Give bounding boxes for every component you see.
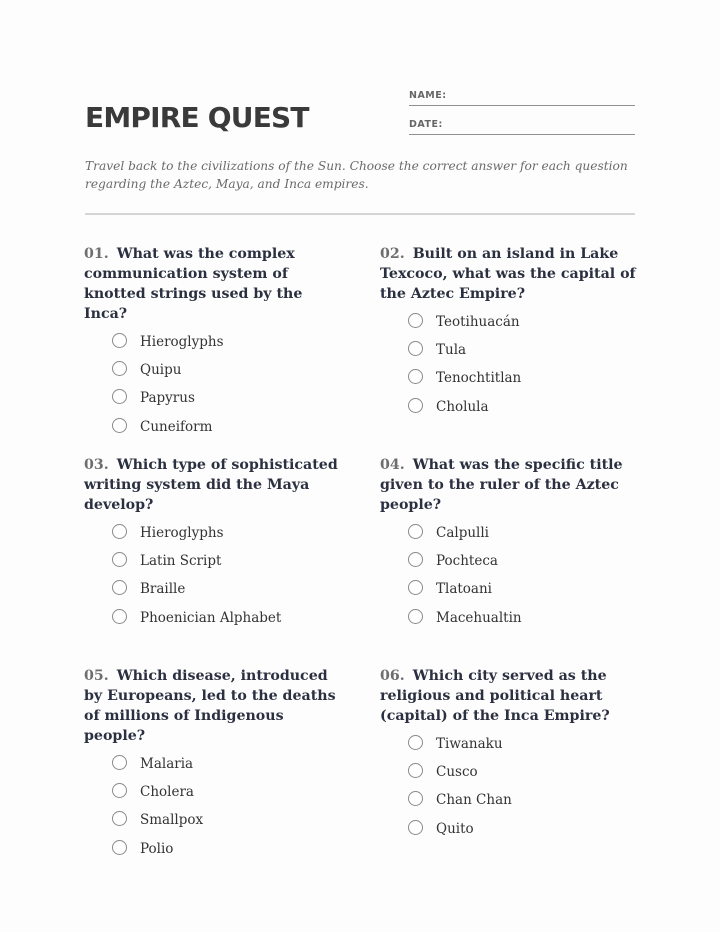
option-label: Cholula xyxy=(436,398,489,415)
option-label: Pochteca xyxy=(436,553,498,570)
option-label: Braille xyxy=(140,581,186,598)
answer-option[interactable] xyxy=(84,609,346,637)
question-2 xyxy=(380,244,642,426)
option-label: Polio xyxy=(140,840,174,857)
question-prompt xyxy=(84,666,346,746)
radio-button[interactable] xyxy=(408,763,423,778)
question-prompt xyxy=(84,244,346,324)
question-6 xyxy=(380,666,642,848)
option-label: Tula xyxy=(436,342,467,359)
radio-button[interactable] xyxy=(408,313,423,328)
radio-button[interactable] xyxy=(408,524,423,539)
option-label: Teotihuacán xyxy=(436,314,520,330)
radio-button[interactable] xyxy=(112,418,127,433)
answer-option[interactable] xyxy=(84,418,346,446)
page-title: EMPIRE QUEST xyxy=(85,101,309,134)
answer-option[interactable] xyxy=(380,580,642,608)
option-label: Smallpox xyxy=(140,812,204,829)
answer-options xyxy=(84,333,346,446)
option-label: Macehualtin xyxy=(436,609,522,626)
question-prompt xyxy=(380,244,642,304)
answer-option[interactable] xyxy=(84,552,346,580)
option-label: Quito xyxy=(436,820,474,837)
radio-button[interactable] xyxy=(408,369,423,384)
answer-option[interactable] xyxy=(380,820,642,848)
question-number: 04. xyxy=(380,457,405,473)
answer-option[interactable] xyxy=(380,552,642,580)
date-label: DATE: xyxy=(409,119,443,130)
question-4 xyxy=(380,455,642,637)
question-number: 01. xyxy=(84,246,109,262)
option-label: Cusco xyxy=(436,764,478,781)
answer-option[interactable] xyxy=(380,313,642,341)
answer-option[interactable] xyxy=(380,609,642,637)
answer-option[interactable] xyxy=(84,389,346,417)
radio-button[interactable] xyxy=(112,609,127,624)
date-field[interactable] xyxy=(409,118,635,135)
answer-option[interactable] xyxy=(380,763,642,791)
option-label: Calpulli xyxy=(436,525,489,541)
answer-options xyxy=(380,313,642,426)
option-label: Tiwanaku xyxy=(436,736,503,752)
question-text: Which city served as the religious and political heart (capital) of the Inca Empire? xyxy=(380,668,610,724)
radio-button[interactable] xyxy=(408,735,423,750)
answer-options xyxy=(84,524,346,637)
answer-options xyxy=(84,755,346,868)
answer-option[interactable] xyxy=(380,369,642,397)
question-number: 03. xyxy=(84,457,109,473)
question-5 xyxy=(84,666,346,868)
answer-option[interactable] xyxy=(84,333,346,361)
question-text: Which type of sophisticated writing system did the Maya develop? xyxy=(84,457,338,513)
intro-text: Travel back to the civilizations of the Sun. Choose the correct answer for each question regarding the Aztec, Maya, and Inca empires. xyxy=(85,159,628,191)
answer-option[interactable] xyxy=(84,840,346,868)
answer-option[interactable] xyxy=(380,524,642,552)
radio-button[interactable] xyxy=(112,840,127,855)
radio-button[interactable] xyxy=(112,552,127,567)
question-text: What was the complex communication system of knotted strings used by the Inca? xyxy=(84,246,303,322)
name-label: NAME: xyxy=(409,90,447,101)
radio-button[interactable] xyxy=(112,361,127,376)
option-label: Tlatoani xyxy=(436,581,492,598)
radio-button[interactable] xyxy=(408,609,423,624)
radio-button[interactable] xyxy=(408,791,423,806)
answer-options xyxy=(380,735,642,848)
answer-option[interactable] xyxy=(84,783,346,811)
answer-options xyxy=(380,524,642,637)
radio-button[interactable] xyxy=(112,389,127,404)
radio-button[interactable] xyxy=(112,580,127,595)
question-text: What was the specific title given to the ruler of the Aztec people? xyxy=(380,457,623,513)
option-label: Cuneiform xyxy=(140,418,213,435)
option-label: Phoenician Alphabet xyxy=(140,609,282,626)
header-divider xyxy=(85,213,635,215)
question-text: Built on an island in Lake Texcoco, what was the capital of the Aztec Empire? xyxy=(380,246,636,302)
answer-option[interactable] xyxy=(380,735,642,763)
radio-button[interactable] xyxy=(112,811,127,826)
question-1 xyxy=(84,244,346,446)
radio-button[interactable] xyxy=(112,333,127,348)
radio-button[interactable] xyxy=(408,341,423,356)
name-field[interactable] xyxy=(409,89,635,106)
radio-button[interactable] xyxy=(408,580,423,595)
radio-button[interactable] xyxy=(112,524,127,539)
radio-button[interactable] xyxy=(112,783,127,798)
question-number: 06. xyxy=(380,668,405,684)
option-label: Cholera xyxy=(140,784,194,801)
radio-button[interactable] xyxy=(408,552,423,567)
answer-option[interactable] xyxy=(380,791,642,819)
question-prompt xyxy=(84,455,346,515)
option-label: Chan Chan xyxy=(436,792,512,809)
radio-button[interactable] xyxy=(112,755,127,770)
question-3 xyxy=(84,455,346,637)
option-label: Quipu xyxy=(140,362,182,379)
option-label: Hieroglyphs xyxy=(140,525,224,541)
option-label: Papyrus xyxy=(140,390,195,407)
answer-option[interactable] xyxy=(84,755,346,783)
answer-option[interactable] xyxy=(380,398,642,426)
answer-option[interactable] xyxy=(84,524,346,552)
radio-button[interactable] xyxy=(408,820,423,835)
radio-button[interactable] xyxy=(408,398,423,413)
question-number: 05. xyxy=(84,668,109,684)
option-label: Malaria xyxy=(140,756,194,772)
question-text: Which disease, introduced by Europeans, led to the deaths of millions of Indigenous people? xyxy=(84,668,336,744)
answer-option[interactable] xyxy=(380,341,642,369)
answer-option[interactable] xyxy=(84,580,346,608)
question-number: 02. xyxy=(380,246,405,262)
answer-option[interactable] xyxy=(84,361,346,389)
option-label: Latin Script xyxy=(140,553,222,570)
option-label: Tenochtitlan xyxy=(436,370,522,387)
question-prompt xyxy=(380,455,642,515)
option-label: Hieroglyphs xyxy=(140,334,224,350)
question-prompt xyxy=(380,666,642,726)
answer-option[interactable] xyxy=(84,811,346,839)
